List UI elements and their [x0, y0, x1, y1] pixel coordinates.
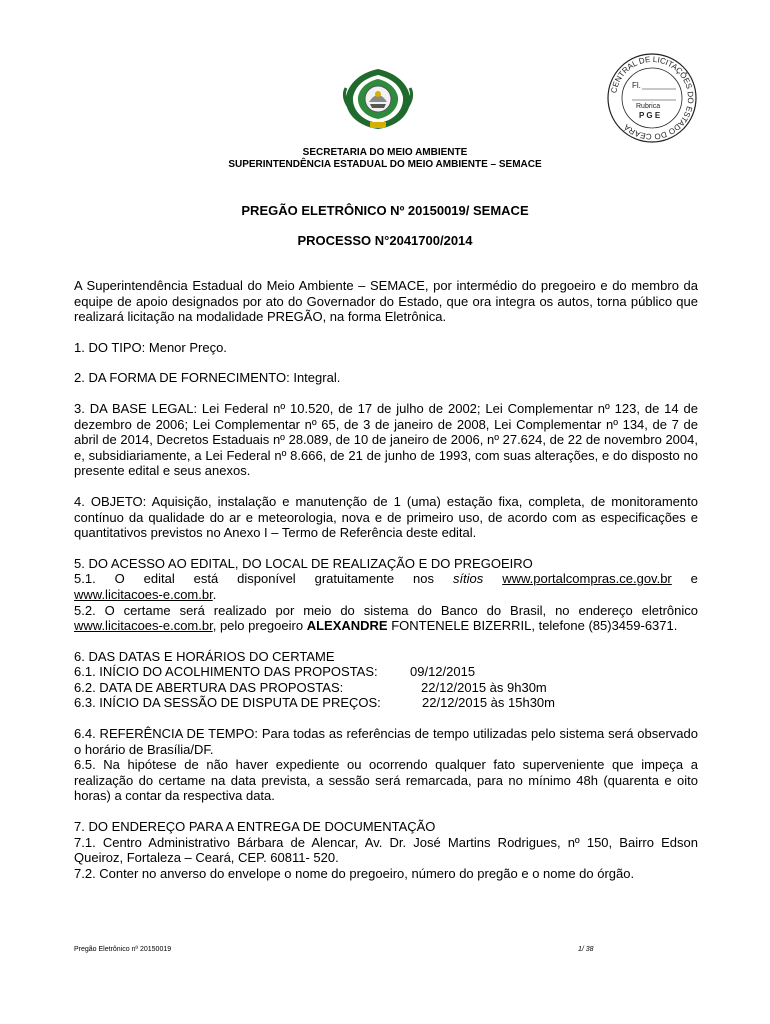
pge-stamp-icon — [606, 52, 698, 144]
p51-word: 5.1. — [74, 571, 96, 587]
section-3-base-legal: 3. DA BASE LEGAL: Lei Federal nº 10.520, de 17 de julho de 2002; Lei Complementar nº 123, de 14 de dezembro de 2006; Lei Complementar nº 65, de 3 de janeiro de 2008, Lei Complementar nº 134, de 7 de abril de 2014, Decretos Estaduais nº 28.089, de 10 de janeiro de 2006, nº 27.624, de 22 de novembro 2004, e, subsidiariamente, a Lei Federal nº 8.666, de 21 de junho de 1993, com suas alterações, e do disposto no presente edital e seus anexos. — [74, 400, 698, 479]
date-row-6-1 — [74, 664, 698, 680]
date-value: 09/12/2015 — [410, 664, 476, 680]
date-value: 22/12/2015 às 9h30m — [421, 679, 547, 695]
date-row-6-3 — [74, 695, 698, 711]
footer-page-number: 1/ 38 — [578, 946, 594, 953]
section-6-heading: 6. DAS DATAS E HORÁRIOS DO CERTAME — [74, 648, 335, 664]
date-value: 22/12/2015 às 15h30m — [422, 695, 555, 711]
paragraph-7-2: 7.2. Conter no anverso do envelope o nome do pregoeiro, número do pregão e o nome do órgão. — [74, 865, 635, 881]
date-label: 6.3. INÍCIO DA SESSÃO DE DISPUTA DE PREÇOS: — [74, 695, 381, 711]
secretaria-heading: SECRETARIA DO MEIO AMBIENTE — [302, 147, 468, 158]
p51-word: gratuitamente — [314, 571, 395, 587]
stamp-pge: P G E — [639, 111, 661, 120]
portalcompras-link[interactable]: www.portalcompras.ce.gov.br — [502, 571, 672, 587]
licitacoes-link-2[interactable]: www.licitacoes-e.com.br — [74, 618, 213, 634]
section-4-objeto: 4. OBJETO: Aquisição, instalação e manutenção de 1 (uma) estação fixa, completa, de monitoramento contínuo da qualidade do ar e meteorologia, nova e de primeiro uso, de acordo com as especificações e quantitativos previstos no Anexo I – Termo de Referência deste edital. — [74, 493, 698, 541]
processo-title: PROCESSO N°2041700/2014 — [297, 233, 473, 248]
stamp-rubrica: Rubrica — [636, 103, 661, 110]
paragraph-5-1-tail — [74, 587, 698, 603]
document-body — [74, 278, 698, 881]
paragraph-5-2 — [74, 603, 698, 634]
stamp-fl: Fl. — [632, 81, 641, 90]
p51-sitios: sítios — [452, 571, 484, 587]
section-7-heading: 7. DO ENDEREÇO PARA A ENTREGA DE DOCUMENTAÇÃO — [74, 819, 436, 835]
intro-paragraph: A Superintendência Estadual do Meio Ambiente – SEMACE, por intermédio do pregoeiro e do membro da equipe de apoio designados por ato do Governador do Estado, que ora integra os autos, torna público que realizará licitação na modalidade PREGÃO, na forma Eletrônica. — [74, 278, 698, 325]
p51-word: e — [690, 571, 698, 587]
date-label: 6.2. DATA DE ABERTURA DAS PROPOSTAS: — [74, 679, 344, 695]
p52-text-b: , pelo pregoeiro — [212, 618, 304, 634]
section-1-tipo: 1. DO TIPO: Menor Preço. — [74, 339, 227, 355]
licitacoes-link[interactable]: www.licitacoes-e.com.br — [74, 586, 213, 602]
footer-document-id: Pregão Eletrônico nº 20150019 — [74, 946, 172, 953]
pregao-title: PREGÃO ELETRÔNICO Nº 20150019/ SEMACE — [241, 203, 529, 218]
p51-word: O — [114, 571, 125, 587]
pregoeiro-name: ALEXANDRE — [306, 618, 388, 634]
paragraph-5-1-line — [74, 571, 698, 587]
paragraph-7-1: 7.1. Centro Administrativo Bárbara de Alencar, Av. Dr. José Martins Rodrigues, nº 150, Bairro Edson Queiroz, Fortaleza – Ceará, CEP. 60811- 520. — [74, 834, 698, 866]
section-5-heading: 5. DO ACESSO AO EDITAL, DO LOCAL DE REALIZAÇÃO E DO PREGOEIRO — [74, 555, 533, 571]
superintendencia-heading: SUPERINTENDÊNCIA ESTADUAL DO MEIO AMBIENTE – SEMACE — [228, 159, 542, 170]
p51-word: está — [193, 571, 219, 587]
p52-text-a: 5.2. O certame será realizado por meio do sistema do Banco do Brasil, no endereço eletrônico — [74, 602, 698, 618]
date-row-6-2 — [74, 680, 698, 696]
p51-word: nos — [413, 571, 435, 587]
stamp-ring-text: CENTRAL DE LICITAÇÕES DO ESTADO DO CEARÁ — [609, 54, 696, 142]
p51-end: . — [212, 586, 217, 602]
state-coat-of-arms-icon — [340, 66, 416, 132]
paragraph-6-4: 6.4. REFERÊNCIA DE TEMPO: Para todas as referências de tempo utilizadas pelo sistema será observado o horário de Brasília/DF. — [74, 726, 698, 757]
p52-text-c: FONTENELE BIZERRIL, telefone (85)3459-6371. — [391, 618, 678, 634]
date-label: 6.1. INÍCIO DO ACOLHIMENTO DAS PROPOSTAS: — [74, 664, 378, 680]
section-2-fornecimento: 2. DA FORMA DE FORNECIMENTO: Integral. — [74, 370, 341, 386]
p51-word: edital — [143, 571, 175, 587]
paragraph-6-5: 6.5. Na hipótese de não haver expediente ou ocorrendo qualquer fato superveniente que impeça a realização do certame na data prevista, a sessão será remarcada, para no mínimo 48h (quarenta e oito horas) a contar da respectiva data. — [74, 757, 698, 804]
p51-word: disponível — [237, 571, 296, 587]
